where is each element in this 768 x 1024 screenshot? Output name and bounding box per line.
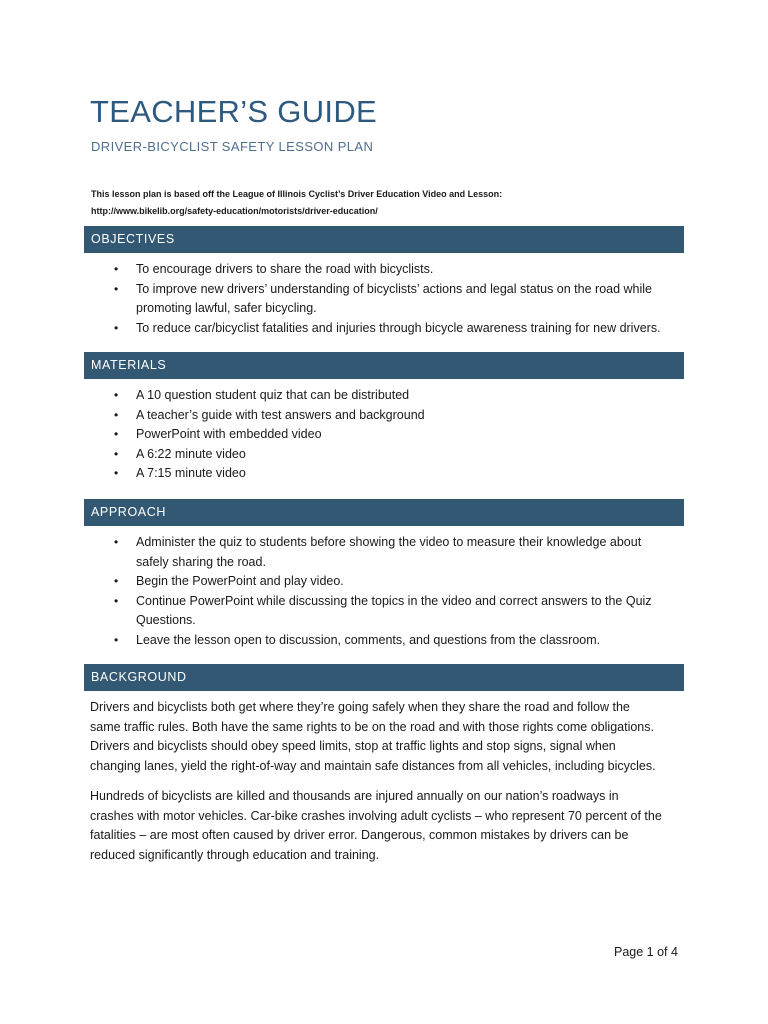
- paragraph-line: Hundreds of bicyclists are killed and thousands are injured annually on our nation’s roadways in: [90, 789, 619, 803]
- list-item-text: A teacher’s guide with test answers and background: [136, 407, 425, 422]
- page-number: Page 1 of 4: [614, 945, 678, 959]
- bullet-icon: •: [114, 466, 119, 480]
- paragraph-line: crashes with motor vehicles. Car-bike crashes involving adult cyclists – who represent 70 percent of the: [90, 808, 662, 823]
- bullet-icon: •: [114, 407, 119, 422]
- list-item-text: Begin the PowerPoint and play video.: [136, 574, 344, 588]
- list-item-text: A 7:15 minute video: [136, 466, 246, 480]
- intro-note: [91, 186, 691, 220]
- list-item-text: Administer the quiz to students before showing the video to measure their knowledge about: [136, 535, 642, 549]
- bullet-icon: •: [114, 281, 119, 296]
- bullet-icon: •: [114, 593, 119, 608]
- list-item-text: Leave the lesson open to discussion, comments, and questions from the classroom.: [136, 632, 601, 647]
- list-item: [92, 406, 682, 426]
- list-item-text: To reduce car/bicyclist fatalities and injuries through bicycle awareness training for new drivers.: [136, 320, 661, 335]
- materials-list: [92, 386, 682, 484]
- list-item: [92, 425, 682, 445]
- approach-list: [92, 533, 682, 650]
- list-item-text: promoting lawful, safer bicycling.: [136, 301, 317, 315]
- list-item: [92, 464, 682, 484]
- section-heading-background: BACKGROUND: [84, 664, 684, 691]
- bullet-icon: •: [114, 388, 119, 402]
- bullet-icon: •: [114, 446, 119, 461]
- list-item: [92, 572, 682, 592]
- section-heading-approach: APPROACH: [84, 499, 684, 526]
- section-heading-objectives: OBJECTIVES: [84, 226, 684, 253]
- intro-link[interactable]: http://www.bikelib.org/safety-education/motorists/driver-education/: [91, 206, 378, 216]
- page-subtitle: DRIVER-BICYCLIST SAFETY LESSON PLAN: [91, 139, 374, 154]
- list-item: [92, 319, 682, 339]
- section-heading-materials: MATERIALS: [84, 352, 684, 379]
- paragraph-line: same traffic rules. Both have the same rights to be on the road and with those rights come obligations.: [90, 719, 654, 734]
- paragraph-line: fatalities – are most often caused by driver error. Dangerous, common mistakes by drivers can be: [90, 828, 629, 842]
- paragraph-line: Drivers and bicyclists both get where they’re going safely when they share the road and follow the: [90, 700, 630, 714]
- list-item: [92, 631, 682, 651]
- list-item-text: A 6:22 minute video: [136, 446, 246, 461]
- page-title: TEACHER’S GUIDE: [90, 94, 377, 129]
- list-item: [92, 260, 682, 280]
- list-item-text: safely sharing the road.: [136, 554, 266, 569]
- list-item-text: A 10 question student quiz that can be distributed: [136, 388, 410, 402]
- bullet-icon: •: [114, 632, 119, 647]
- bullet-icon: •: [114, 320, 119, 335]
- list-item-text: To encourage drivers to share the road with bicyclists.: [136, 262, 434, 276]
- paragraph-line: reduced significantly through education and training.: [90, 847, 380, 862]
- bullet-icon: •: [114, 574, 119, 588]
- intro-text: This lesson plan is based off the League of Illinois Cyclist’s Driver Education Video and Lesson:: [91, 189, 503, 199]
- list-item-text: To improve new drivers’ understanding of bicyclists’ actions and legal status on the road while: [136, 281, 653, 296]
- list-item-text: Questions.: [136, 613, 196, 627]
- list-item: [92, 592, 682, 631]
- list-item-text: Continue PowerPoint while discussing the topics in the video and correct answers to the Quiz: [136, 593, 652, 608]
- background-paragraph-1: [90, 698, 682, 776]
- paragraph-line: Drivers and bicyclists should obey speed limits, stop at traffic lights and stop signs, signal when: [90, 739, 616, 753]
- list-item: [92, 280, 682, 319]
- bullet-icon: •: [114, 535, 119, 549]
- background-paragraph-2: [90, 787, 682, 865]
- bullet-icon: •: [114, 427, 119, 441]
- list-item-text: PowerPoint with embedded video: [136, 427, 322, 441]
- list-item: [92, 533, 682, 572]
- list-item: [92, 445, 682, 465]
- bullet-icon: •: [114, 262, 119, 276]
- paragraph-line: changing lanes, yield the right-of-way and maintain safe distances from all vehicles, including bicycles.: [90, 758, 656, 773]
- objectives-list: [92, 260, 682, 338]
- list-item: [92, 386, 682, 406]
